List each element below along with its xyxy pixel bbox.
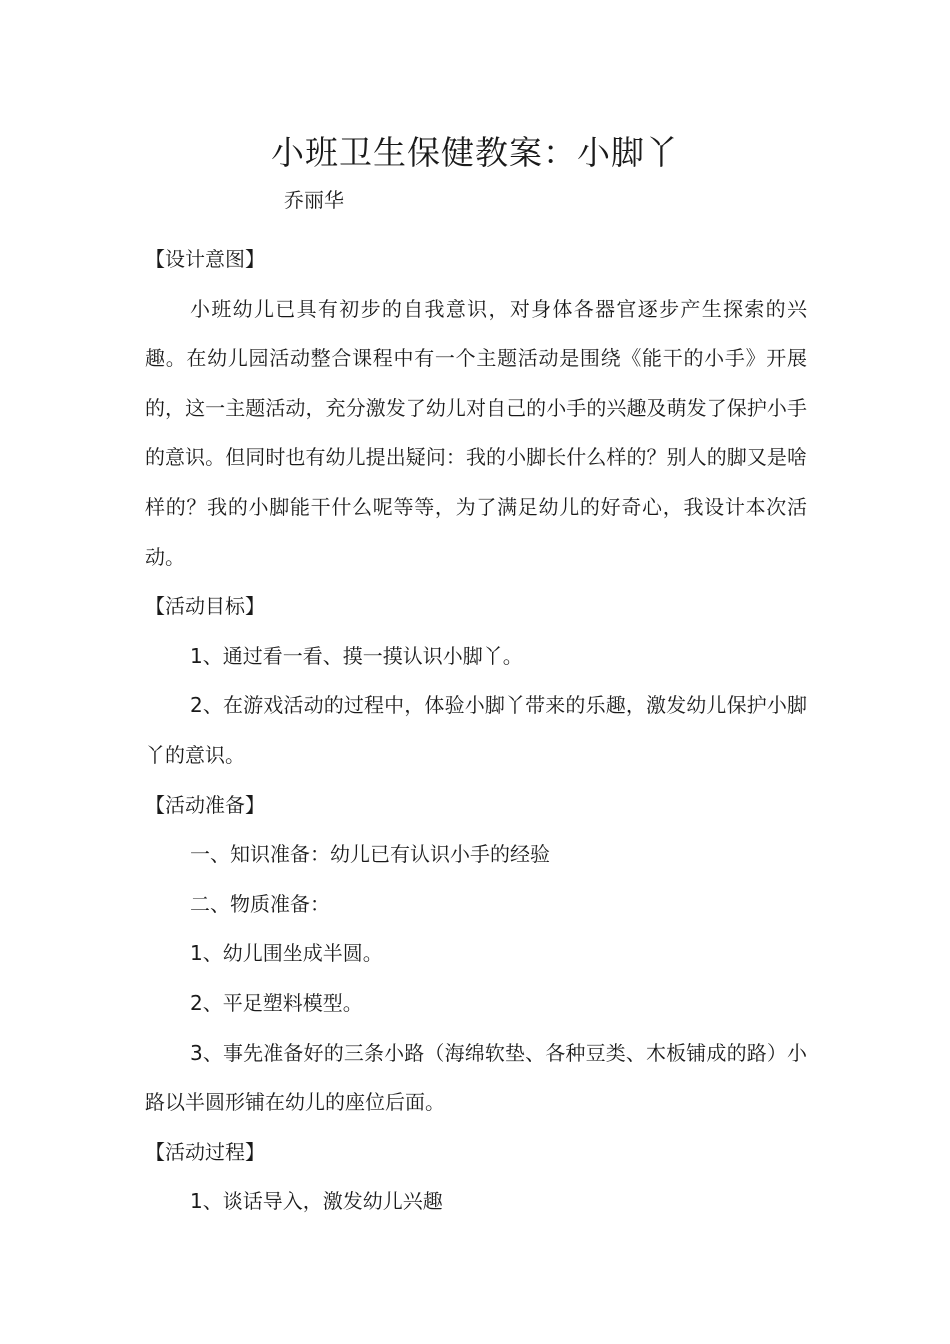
section-heading-activity-process: 【活动过程】 — [145, 1139, 265, 1164]
document-title: 小班卫生保健教案：小脚丫 — [271, 133, 679, 172]
section-heading-design-intent: 【设计意图】 — [145, 247, 265, 271]
section-heading-activity-preparation: 【活动准备】 — [145, 792, 265, 817]
goal-item-1: 1、通过看一看、摸一摸认识小脚丫。 — [190, 643, 523, 668]
material-item-1: 1、幼儿围坐成半圆。 — [190, 941, 383, 966]
preparation-knowledge: 一、知识准备：幼儿已有认识小手的经验 — [190, 842, 550, 867]
document-body — [145, 235, 807, 1227]
section-heading-activity-goals: 【活动目标】 — [145, 594, 265, 619]
goal-item-2: 2、在游戏活动的过程中，体验小脚丫带来的乐趣，激发幼儿保护小脚丫的意识。 — [145, 693, 807, 767]
document-author: 乔丽华 — [284, 188, 344, 212]
process-item-1: 1、谈话导入，激发幼儿兴趣 — [190, 1189, 443, 1214]
material-item-2: 2、平足塑料模型。 — [190, 990, 363, 1015]
material-item-3: 3、事先准备好的三条小路（海绵软垫、各种豆类、木板铺成的路）小路以半圆形铺在幼儿的座位后面。 — [145, 1040, 807, 1115]
paragraph-design-intent: 小班幼儿已具有初步的自我意识，对身体各器官逐步产生探索的兴趣。在幼儿园活动整合课程中有一个主题活动是围绕《能干的小手》开展的，这一主题活动，充分激发了幼儿对自己的小手的兴趣及萌发了保护小手的意识。但同时也有幼儿提出疑问：我的小脚长什么样的？别人的脚又是啥样的？我的小脚能干什么呢等等，为了满足幼儿的好奇心，我设计本次活动。 — [145, 296, 807, 569]
preparation-materials: 二、物质准备： — [190, 891, 330, 916]
